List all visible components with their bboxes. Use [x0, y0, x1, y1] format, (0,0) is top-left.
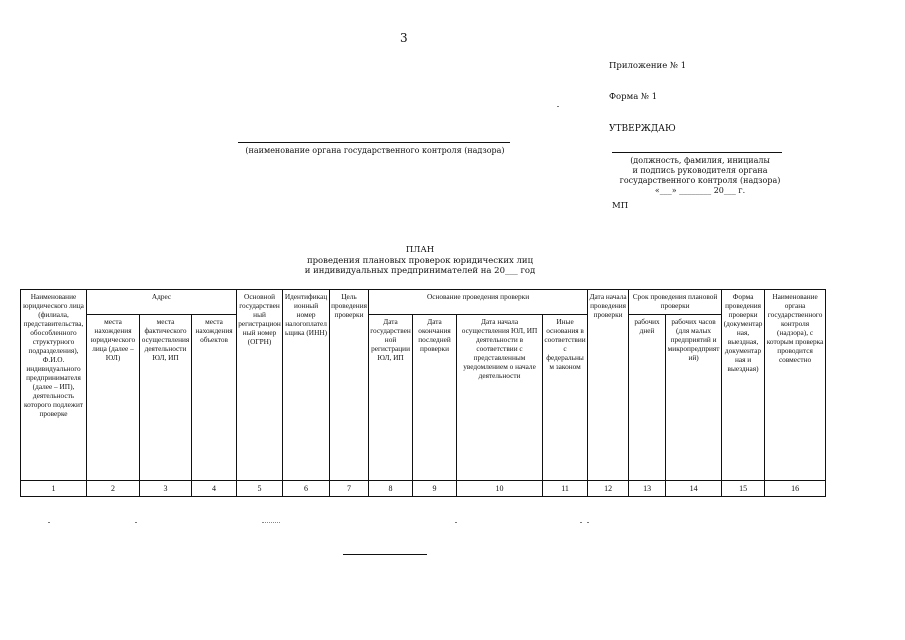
signer-caption-line: и подпись руководителя органа: [632, 166, 768, 175]
plan-subtitle: проведения плановых проверок юридических лиц: [306, 256, 534, 266]
header-address-objects: места нахождения объектов: [192, 315, 237, 481]
header-purpose: Цель проведения проверки: [330, 290, 369, 481]
header-inn: Идентификационный номер налогоплательщика (ИНН): [283, 290, 330, 481]
page-number: 3: [400, 31, 408, 45]
authority-line: [238, 142, 510, 143]
column-number: 9: [413, 481, 457, 497]
scan-speck: [135, 522, 137, 523]
scan-speck: [587, 522, 589, 523]
header-term-group: Срок проведения плановой проверки: [629, 290, 722, 315]
appendix-label: Приложение № 1: [609, 61, 687, 71]
header-address-actual: места фактического осуществления деятельности ЮЛ, ИП: [140, 315, 192, 481]
column-number: 11: [543, 481, 588, 497]
header-address-group: Адрес: [87, 290, 237, 315]
column-number: 8: [369, 481, 413, 497]
header-basis-activity-start: Дата начала осуществления ЮЛ, ИП деятельности в соответствии с представленным уведомлением о начале деятельности: [457, 315, 543, 481]
column-number: 5: [237, 481, 283, 497]
column-number-row: [21, 481, 826, 497]
approve-label: УТВЕРЖДАЮ: [609, 124, 676, 134]
authority-caption: (наименование органа государственного контроля (надзора): [245, 146, 505, 155]
header-address-legal: места нахождения юридического лица (далее – ЮЛ): [87, 315, 140, 481]
signer-line: [612, 152, 782, 153]
column-number: 6: [283, 481, 330, 497]
signer-caption-line: (должность, фамилия, инициалы: [630, 156, 770, 165]
scan-speck: [48, 522, 50, 523]
scan-speck: [262, 522, 280, 523]
scan-speck: [580, 522, 582, 523]
column-number: 15: [722, 481, 765, 497]
header-form: Форма проведения проверки (документарная, выездная, документарная и выездная): [722, 290, 765, 481]
column-number: 4: [192, 481, 237, 497]
signer-caption-line: государственного контроля (надзора): [619, 176, 781, 185]
header-joint-authority: Наименование органа государственного контроля (надзора), с которым проверка проводится совместно: [765, 290, 826, 481]
column-number: 1: [21, 481, 87, 497]
scan-speck: [557, 106, 559, 107]
header-basis-registration: Дата государственной регистрации ЮЛ, ИП: [369, 315, 413, 481]
column-number: 2: [87, 481, 140, 497]
scan-speck: [455, 522, 457, 523]
column-number: 3: [140, 481, 192, 497]
header-term-hours: рабочих часов (для малых предприятий и микропредприятий): [666, 315, 722, 481]
header-basis-group: Основание проведения проверки: [369, 290, 588, 315]
column-number: 12: [588, 481, 629, 497]
inspection-plan-table: [20, 289, 826, 497]
form-label: Форма № 1: [609, 92, 658, 102]
column-number: 7: [330, 481, 369, 497]
plan-subtitle: и индивидуальных предпринимателей на 20___ год: [304, 266, 536, 276]
header-ogrn: Основной государственный регистрационный номер (ОГРН): [237, 290, 283, 481]
date-line: «___» ________ 20___ г.: [654, 186, 746, 195]
header-basis-other: Иные основания в соответствии с федеральным законом: [543, 315, 588, 481]
stamp-label: МП: [612, 201, 629, 211]
footnote-separator: [343, 554, 427, 555]
signer-caption: [605, 156, 795, 196]
header-basis-last-check: Дата окончания последней проверки: [413, 315, 457, 481]
header-term-days: рабочих дней: [629, 315, 666, 481]
column-number: 14: [666, 481, 722, 497]
column-number: 10: [457, 481, 543, 497]
column-number: 16: [765, 481, 826, 497]
column-number: 13: [629, 481, 666, 497]
plan-title: ПЛАН: [405, 245, 435, 255]
header-start-date: Дата начала проведения проверки: [588, 290, 629, 481]
header-org-name: Наименование юридического лица (филиала, представительства, обособленного структурного подразделения), Ф.И.О. индивидуального предпринимателя (далее – ИП), деятельность которого подлежит проверке: [21, 290, 87, 481]
